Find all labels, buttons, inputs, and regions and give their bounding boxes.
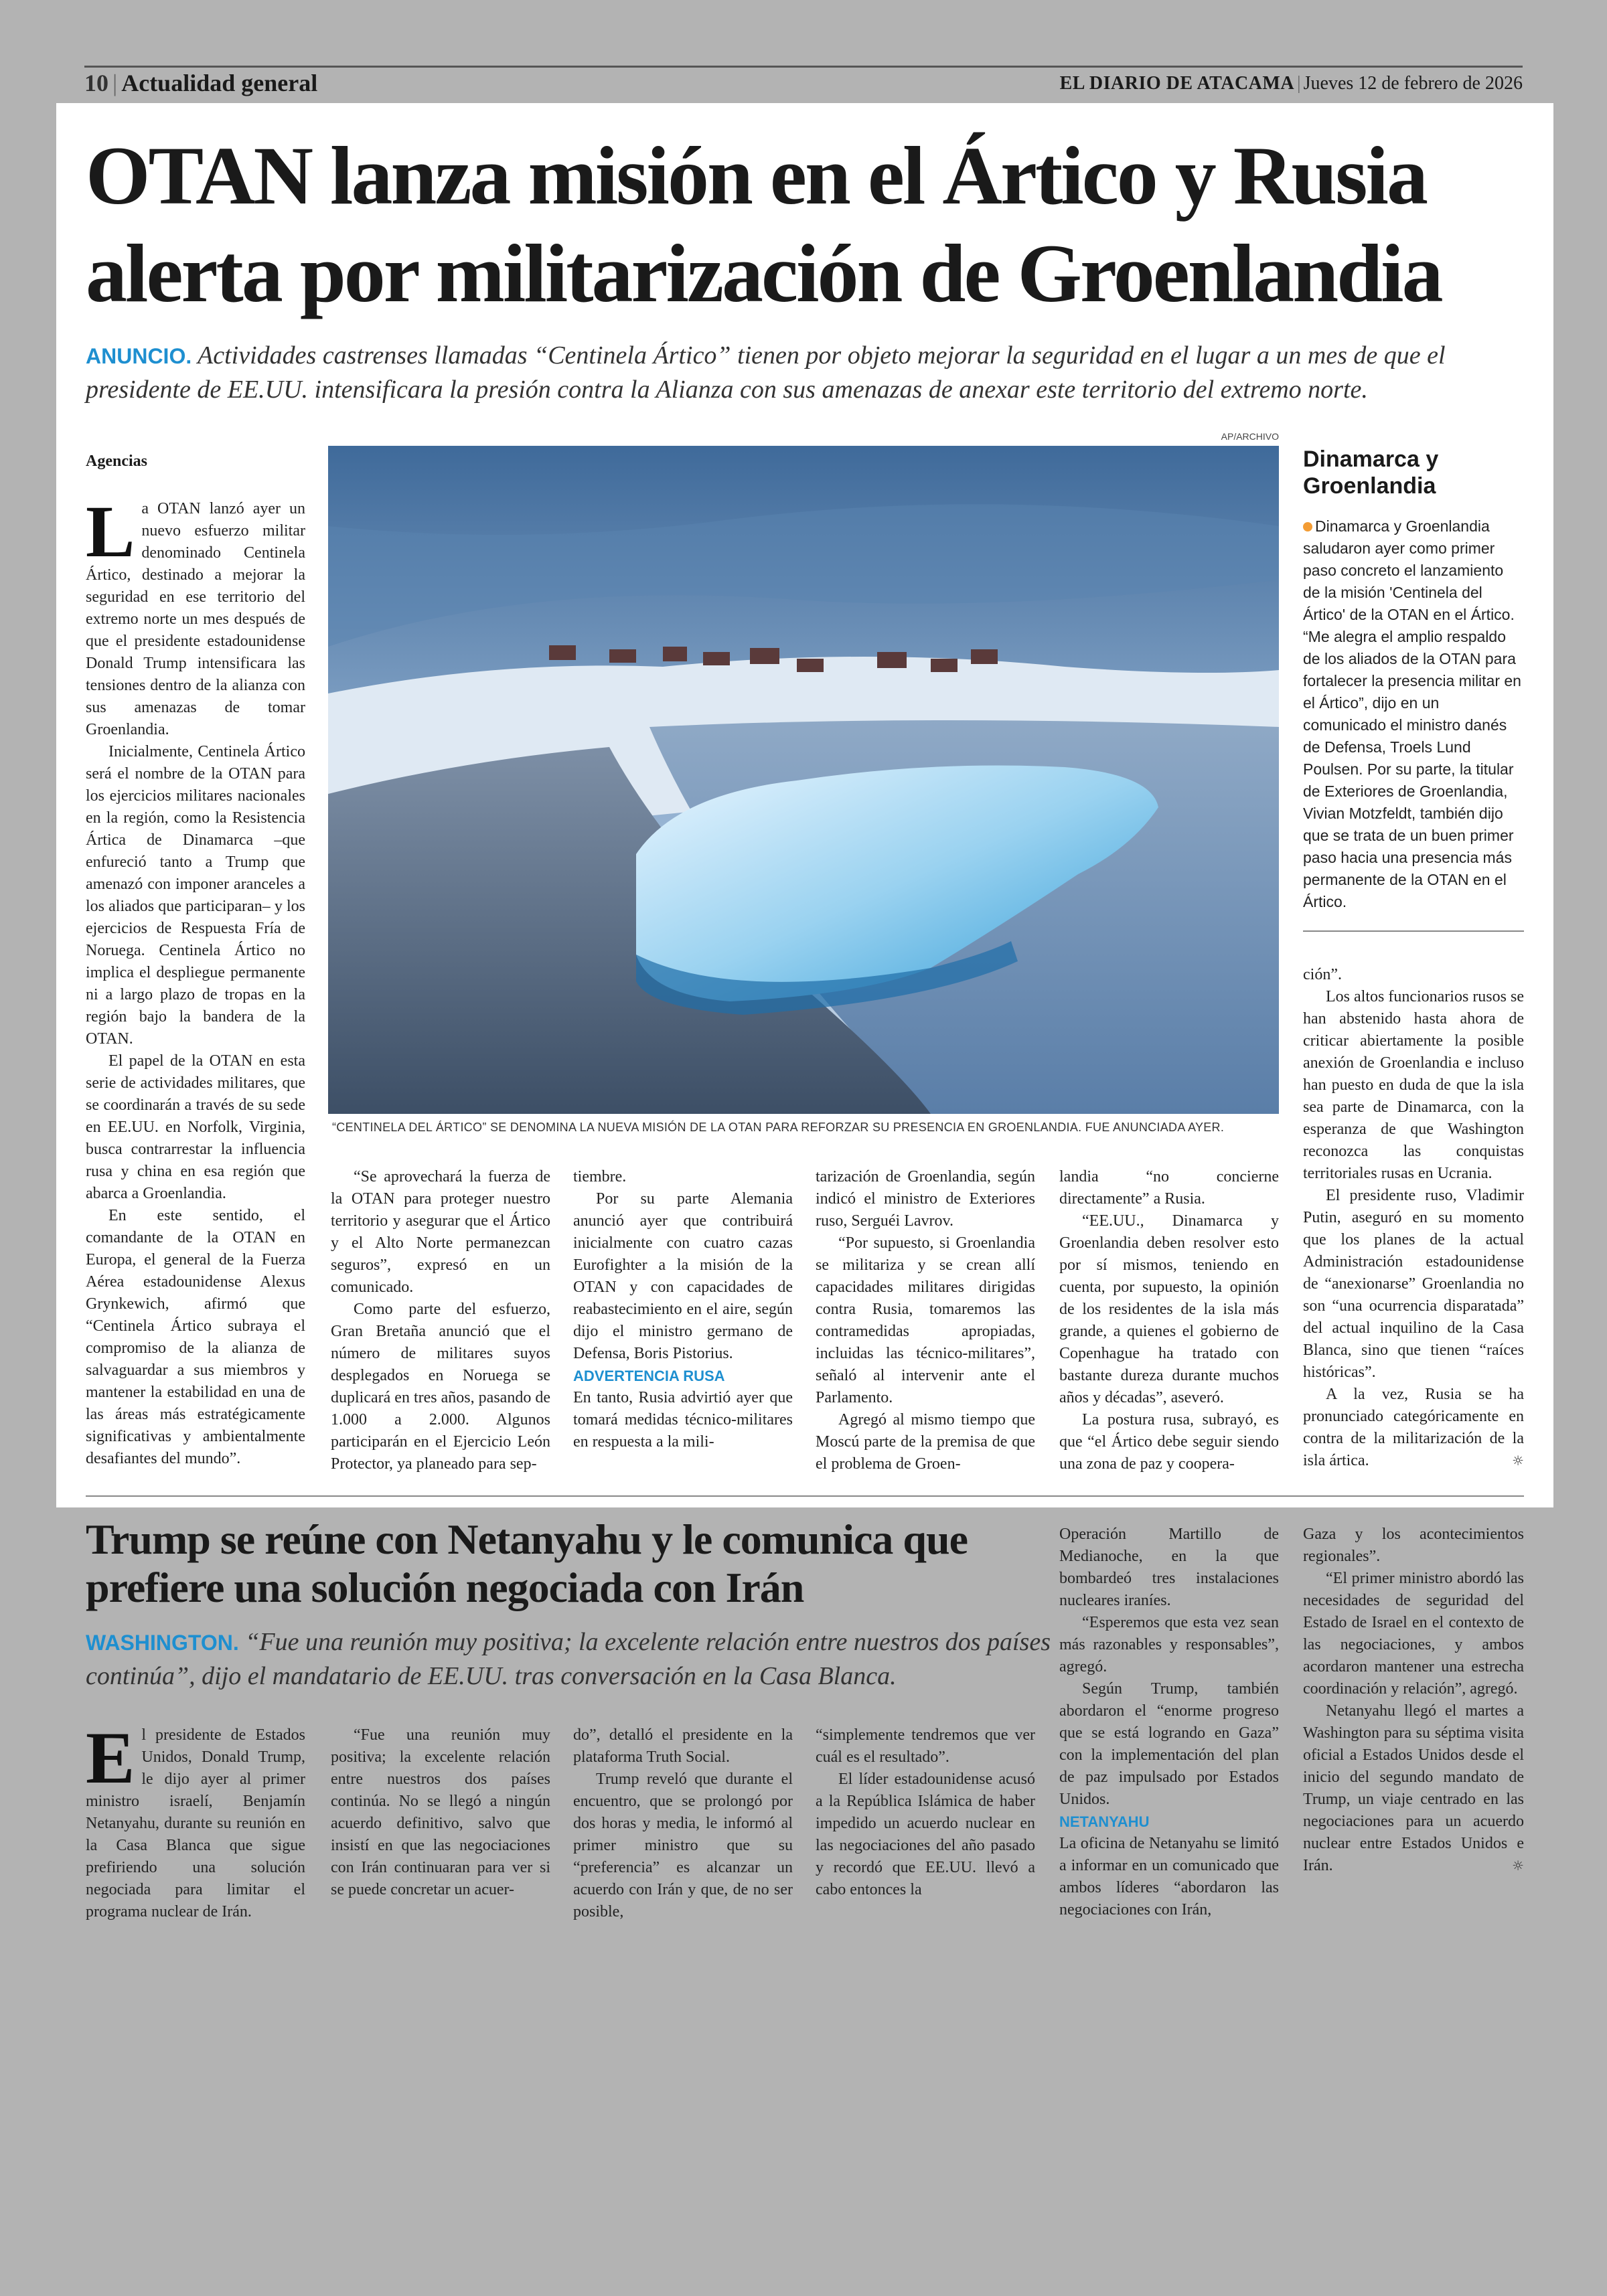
story2-col4-p2: El líder estadounidense acusó a la República Islámica de haber impedido un acuerdo nuclear en las negociaciones del año pasado y recordó que EE.UU. llevó a cabo entonces la [816, 1771, 1035, 1898]
story2-column-4 [816, 1724, 1035, 1901]
story1-col5-p3: La postura rusa, subrayó, es que “el Ártico debe seguir siendo una zona de paz y coopera- [1059, 1411, 1279, 1473]
story2-headline: Trump se reúne con Netanyahu y le comunica que prefiere una solución negociada con Irán [86, 1515, 968, 1611]
section-name: Actualidad general [121, 70, 318, 96]
story1-col3-p1: tiembre. [573, 1168, 627, 1185]
story1-col3-p2: Por su parte Alemania anunció ayer que contribuirá inicialmente con cuatro cazas Eurofighter a la misión de la OTAN y con capacidades de reabastecimiento en el aire, según dijo el ministro germano de Defensa, Boris Pistorius. [573, 1190, 793, 1362]
story1-col6-p1: ción”. [1303, 966, 1342, 983]
story2-column-6 [1303, 1524, 1524, 1877]
story1-col5-p1: landia “no concierne directamente” a Rusia. [1059, 1168, 1279, 1208]
story1-deck [86, 339, 1525, 406]
sidebar-text: Dinamarca y Groenlandia saludaron ayer como primer paso concreto el lanzamiento de la misión 'Centinela del Ártico' de la OTAN en el Ártico. “Me alegra el amplio respaldo de los aliados de la OTAN para fortalecer la presencia militar en el Ártico”, dijo en un comunicado el ministro danés de Defensa, Troels Lund Poulsen. Por su parte, la titular de Exteriores de Groenlandia, Vivian Motzfeldt, también dijo que se trata de un buen primer paso hacia una presencia más permanente de la OTAN en el Ártico. [1303, 517, 1521, 910]
greenland-coast-illustration [328, 446, 1279, 1114]
story1-col1-p1: La OTAN lanzó ayer un nuevo esfuerzo militar denominado Centinela Ártico, destinado a mejorar la seguridad en ese territorio del extremo norte un mes después de que el presidente estadounidense Donald Trump intensificara las tensiones dentro de la alianza con sus amenazas de tomar Groenlandia. [86, 491, 305, 738]
story2-col6-p3: Netanyahu llegó el martes a Washington para su séptima visita oficial a Estados Unidos desde el inicio del segundo mandato de Trump, un viaje centrado en las negociaciones para un acuerdo nuclear entre Estados Unidos e Irán. ☼ [1303, 1700, 1524, 1877]
photo-caption: “CENTINELA DEL ÁRTICO” SE DENOMINA LA NUEVA MISIÓN DE LA OTAN PARA REFORZAR SU PRESENCIA EN GROENLANDIA. FUE ANUNCIADA AYER. [332, 1121, 1225, 1134]
sidebar-body [1303, 515, 1524, 913]
page-number: 10 [84, 70, 108, 96]
story1-col2-p1: “Se aprovechará la fuerza de la OTAN para proteger nuestro territorio y asegurar que el Ártico y el Alto Norte permanezcan seguros”, expresó en un comunicado. [331, 1168, 550, 1296]
story1-column-2 [331, 1166, 550, 1475]
story1-kicker: ANUNCIO. [86, 344, 192, 368]
story1-column-6 [1303, 964, 1524, 1472]
story1-column-4 [816, 1166, 1035, 1475]
story1-col2-p2: Como parte del esfuerzo, Gran Bretaña anunció que el número de militares suyos desplegados en Noruega se duplicará en tres años, pasando de 1.000 a 2.000. Algunos participarán en el Ejercicio León Protector, ya planeado para sep- [331, 1301, 550, 1473]
story2-col4-p1: “simplemente tendremos que ver cuál es el resultado”. [816, 1726, 1035, 1766]
story2-deck-text: “Fue una reunión muy positiva; la excelente relación entre nuestros dos países continúa”, dijo el mandatario de EE.UU. tras conversación en la Casa Blanca. [86, 1628, 1051, 1690]
story1-col1-p3: El papel de la OTAN en esta serie de actividades militares, que se coordinarán a través de su sede en EE.UU. en Norfolk, Virginia, busca contrarrestar la influencia rusa y china en esa región que abarca a Groenlandia. [86, 1052, 305, 1202]
bullet-icon [1303, 522, 1312, 531]
story2-col5-p2: “Esperemos que esta vez sean más razonables y responsables”, agregó. [1059, 1614, 1279, 1675]
story1-col6-p4: A la vez, Rusia se ha pronunciado categóricamente en contra de la militarización de la isla ártica. ☼ [1303, 1384, 1524, 1472]
story1-deck-text: Actividades castrenses llamadas “Centinela Ártico” tienen por objeto mejorar la seguridad en el lugar a un mes de que el presidente de EE.UU. intensificara la presión contra la Alianza con sus amenazas de anexar este territorio del extremo norte. [86, 341, 1446, 404]
story2-col1-p1: El presidente de Estados Unidos, Donald Trump, le dijo ayer al primer ministro israelí, Benjamín Netanyahu, durante su reunión en la Casa Blanca que sigue prefiriendo una solución negociada para limitar el programa nuclear de Irán. [86, 1717, 305, 1920]
story2-col6-p1: Gaza y los acontecimientos regionales”. [1303, 1526, 1524, 1565]
story2-col2-p1: “Fue una reunión muy positiva; la excelente relación entre nuestros dos países continúa. No se llegó a ningún acuerdo definitivo, salvo que insistí en que las negociaciones con Irán continuaran para ver si se puede concretar un acuer- [331, 1726, 550, 1898]
story1-column-5 [1059, 1166, 1279, 1475]
story1-col4-p2: “Por supuesto, si Groenlandia se militariza y se crean allí capacidades militares dirigidas contra Rusia, tomaremos las contramedidas apropiadas, incluidas las técnico-militares”, señaló al intervenir ante el Parlamento. [816, 1234, 1035, 1406]
story2-kicker: WASHINGTON. [86, 1631, 239, 1655]
story1-col4-p1: tarización de Groenlandia, según indicó el ministro de Exteriores ruso, Serguéi Lavrov. [816, 1168, 1035, 1230]
story2-deck [86, 1625, 1057, 1693]
masthead-info: EL DIARIO DE ATACAMA | Jueves 12 de febrero de 2026 [1059, 73, 1523, 94]
story1-headline: OTAN lanza misión en el Ártico y Rusia alerta por militarización de Groenlandia [86, 130, 1442, 319]
story1-col5-p2: “EE.UU., Dinamarca y Groenlandia deben resolver esto por sí mismos, teniendo en cuenta, por supuesto, la opinión de los residentes de la isla más grande, a quienes el gobierno de Copenhague ha tratado con bastante dureza durante muchos años y décadas”, aseveró. [1059, 1212, 1279, 1406]
page-section: 10 | Actualidad general [84, 70, 318, 96]
story1-col6-p2: Los altos funcionarios rusos se han abstenido hasta ahora de criticar abiertamente la posible anexión de Groenlandia e incluso han puesto en duda de que la isla sea parte de Dinamarca, con la esperanza de que Washington reconozca las conquistas territoriales rusas en Ucrania. [1303, 988, 1524, 1182]
story1-col3-p3: En tanto, Rusia advirtió ayer que tomará medidas técnico-militares en respuesta a la mili- [573, 1389, 793, 1451]
end-mark-icon: ☼ [1512, 1453, 1524, 1469]
story2-column-3 [573, 1724, 793, 1923]
story2-col5-p3: Según Trump, también abordaron el “enorme progreso que se está logrando en Gaza” con la implementación del plan de paz impulsado por Estados Unidos. [1059, 1680, 1279, 1808]
page-header [84, 66, 1523, 101]
sidebar-title: Dinamarca y Groenlandia [1303, 446, 1439, 499]
story1-col4-p3: Agregó al mismo tiempo que Moscú parte de la premisa de que el problema de Groen- [816, 1411, 1035, 1473]
dropcap: L [86, 491, 135, 572]
end-mark-icon: ☼ [1512, 1858, 1524, 1874]
sidebar-divider [1303, 930, 1524, 932]
story1-subhead: ADVERTENCIA RUSA [573, 1368, 725, 1384]
photo-credit: AP/ARCHIVO [1221, 431, 1279, 442]
dropcap: E [86, 1717, 135, 1799]
newspaper-name: EL DIARIO DE ATACAMA [1059, 73, 1295, 94]
story2-column-1 [86, 1717, 305, 1923]
story2-column-5 [1059, 1524, 1279, 1921]
story2-column-2 [331, 1724, 550, 1901]
story1-column-1 [86, 491, 305, 1470]
story-divider [86, 1495, 1524, 1497]
story2-col6-p2: “El primer ministro abordó las necesidades de seguridad del Estado de Israel en el contexto de las negociaciones, y ambos acordaron mantener una estrecha coordinación y relación”, agregó. [1303, 1570, 1524, 1698]
byline: Agencias [86, 453, 147, 470]
story1-col1-p4: En este sentido, el comandante de la OTAN en Europa, el general de la Fuerza Aérea estadounidense Alexus Grynkewich, afirmó que “Centinela Ártico subraya el compromiso de la alianza de salvaguardar a sus miembros y mantener la estabilidad en una de las áreas más estratégicamente significativas y ambientalmente desafiantes del mundo”. [86, 1207, 305, 1467]
story1-col6-p3: El presidente ruso, Vladimir Putin, aseguró en su momento que los planes de la actual Administración estadounidense de “anexionarse” Groenlandia no son “una ocurrencia disparatada” del actual inquilino de la Casa Blanca, sino que tienen “raíces históricas”. [1303, 1187, 1524, 1381]
story2-subhead: NETANYAHU [1059, 1813, 1150, 1830]
issue-date: Jueves 12 de febrero de 2026 [1303, 73, 1523, 94]
story2-col3-p2: Trump reveló que durante el encuentro, que se prolongó por dos horas y media, le informó al primer ministro que su “preferencia” es alcanzar un acuerdo con Irán y que, de no ser posible, [573, 1771, 793, 1920]
story1-col1-p2: Inicialmente, Centinela Ártico será el nombre de la OTAN para los ejercicios militares nacionales en la región, como la Resistencia Ártica de Dinamarca –que enfureció tanto a Trump que amenazó con imponer aranceles a los aliados que participaran– y los ejercicios de Respuesta Fría de Noruega. Centinela Ártico no implica el despliegue permanente ni a largo plazo de tropas en la región bajo la bandera de la OTAN. [86, 743, 305, 1048]
story1-column-3 [573, 1166, 793, 1453]
story2-col5-p1: Operación Martillo de Medianoche, en la que bombardeó tres instalaciones nucleares iraníes. [1059, 1526, 1279, 1609]
story1-photo [328, 446, 1279, 1114]
story2-col3-p1: do”, detalló el presidente en la plataforma Truth Social. [573, 1726, 793, 1766]
story2-col5-p4: La oficina de Netanyahu se limitó a informar en un comunicado que ambos líderes “abordaron las negociaciones con Irán, [1059, 1835, 1279, 1918]
